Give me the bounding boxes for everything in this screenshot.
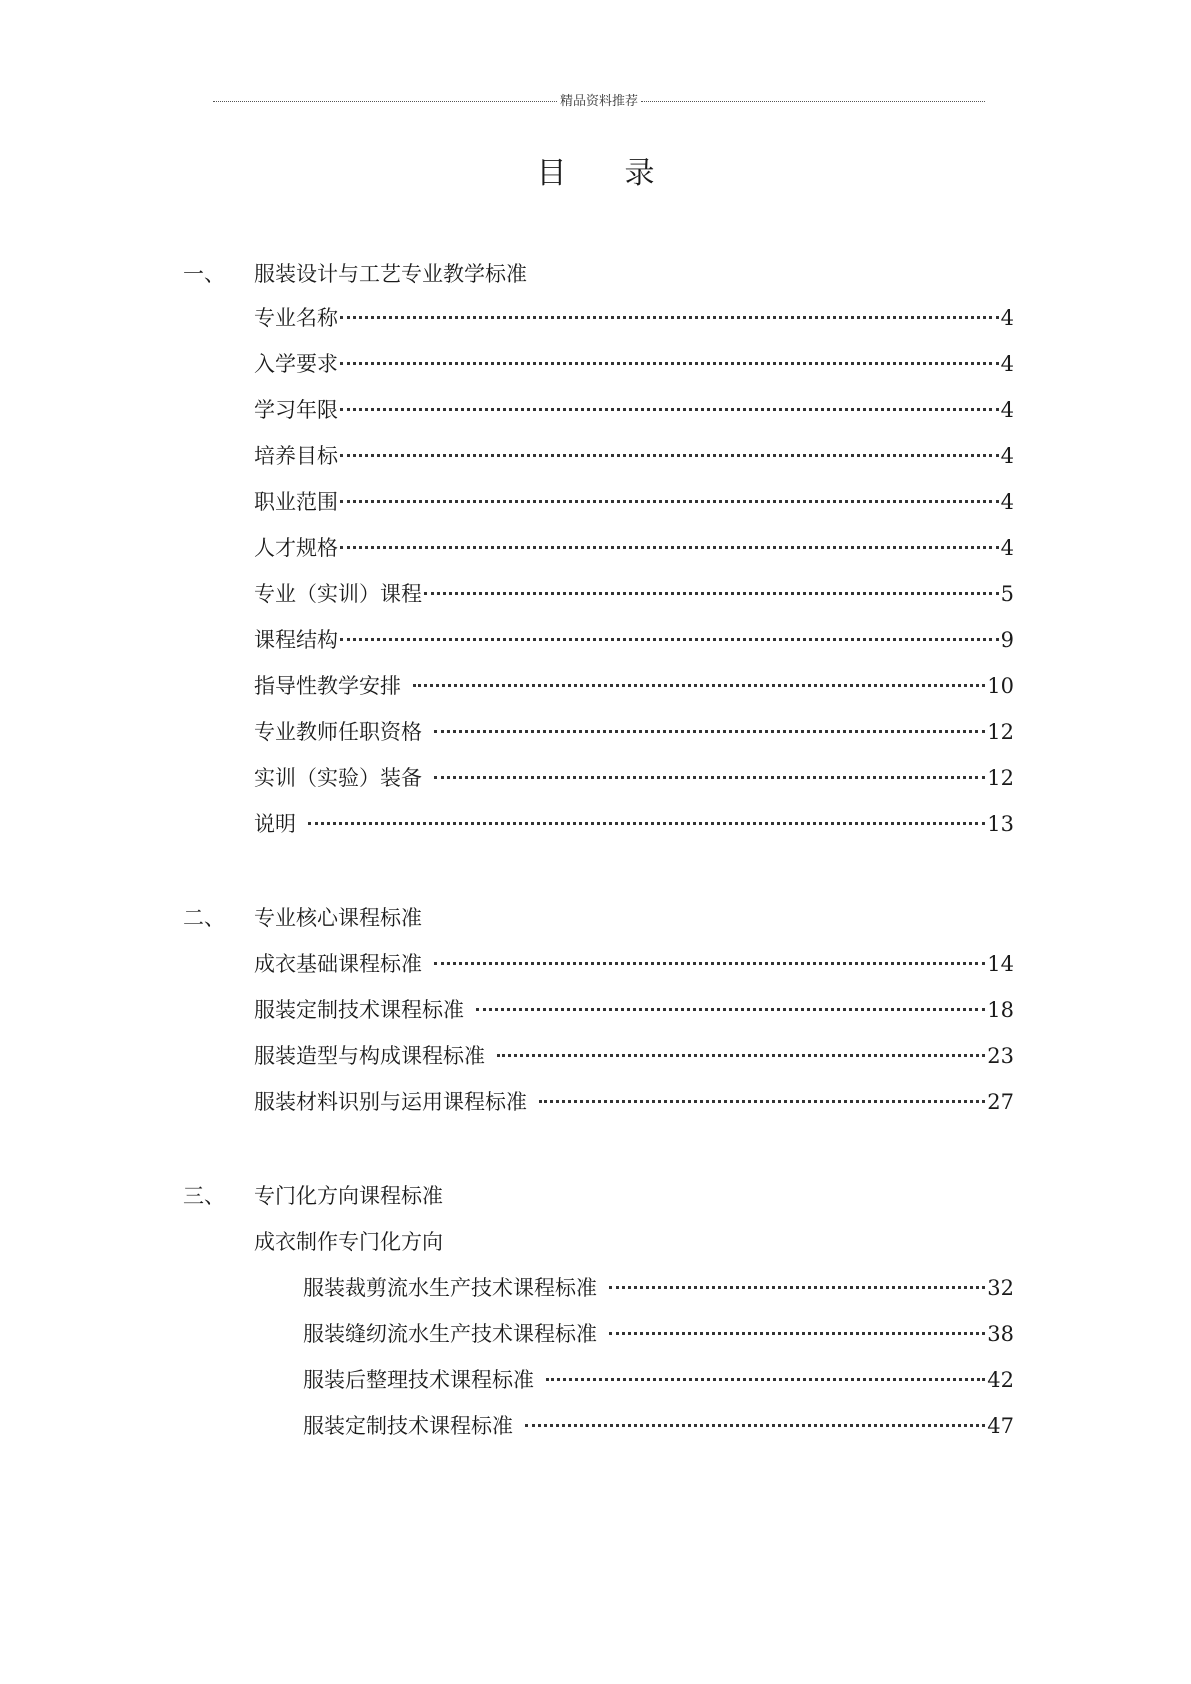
section-number: 二、 (183, 906, 225, 930)
dot-leader (340, 638, 999, 641)
toc-page-number: 10 (987, 674, 1014, 698)
dot-leader (340, 500, 999, 503)
toc-entry[interactable] (303, 1318, 1014, 1348)
toc-entry[interactable] (254, 486, 1014, 516)
toc-entry[interactable] (254, 348, 1014, 378)
section-heading (183, 1180, 443, 1210)
toc-entry[interactable] (254, 394, 1014, 424)
dot-leader (497, 1054, 985, 1057)
toc-page-number: 4 (1000, 490, 1014, 514)
dot-leader (308, 822, 985, 825)
toc-entry-label: 指导性教学安排 (254, 674, 401, 698)
toc-page-number: 13 (987, 812, 1014, 836)
toc-page-number: 4 (1000, 352, 1014, 376)
dot-leader (340, 454, 999, 457)
section-number: 一、 (183, 262, 225, 286)
dot-leader (424, 592, 999, 595)
toc-page-number: 9 (1000, 628, 1014, 652)
toc-entry-label: 服装造型与构成课程标准 (254, 1044, 485, 1068)
toc-entry[interactable] (254, 948, 1014, 978)
section-title: 服装设计与工艺专业教学标准 (254, 262, 527, 286)
toc-entry-label: 实训（实验）装备 (254, 766, 422, 790)
toc-entry[interactable] (254, 808, 1014, 838)
toc-entry-label: 课程结构 (254, 628, 338, 652)
toc-entry-label: 说明 (254, 812, 296, 836)
dot-leader (434, 730, 985, 733)
toc-page-number: 12 (987, 766, 1014, 790)
section-title: 专门化方向课程标准 (254, 1184, 443, 1208)
toc-entry[interactable] (254, 440, 1014, 470)
toc-page-number: 5 (1000, 582, 1014, 606)
section-title: 专业核心课程标准 (254, 906, 422, 930)
dot-leader (546, 1378, 985, 1381)
toc-entry-label: 职业范围 (254, 490, 338, 514)
toc-page-number: 38 (987, 1322, 1014, 1346)
toc-entry-label: 人才规格 (254, 536, 338, 560)
dot-leader (434, 776, 985, 779)
header-text: 精品资料推荐 (560, 94, 639, 109)
toc-entry-label: 服装材料识别与运用课程标准 (254, 1090, 527, 1114)
toc-entry[interactable] (254, 716, 1014, 746)
dot-leader (525, 1424, 985, 1427)
toc-subheading: 成衣制作专门化方向 (254, 1230, 443, 1254)
header-dots-right (641, 101, 985, 102)
toc-entry-label: 专业教师任职资格 (254, 720, 422, 744)
toc-entry[interactable] (254, 1040, 1014, 1070)
section-heading (183, 902, 422, 932)
toc-title (0, 148, 1191, 192)
toc-entry[interactable] (254, 762, 1014, 792)
toc-entry[interactable] (254, 670, 1014, 700)
dot-leader (609, 1332, 985, 1335)
toc-page-number: 4 (1000, 306, 1014, 330)
toc-page-number: 42 (987, 1368, 1014, 1392)
header-dots-left (213, 101, 557, 102)
toc-entry[interactable] (303, 1410, 1014, 1440)
dot-leader (340, 362, 999, 365)
toc-page-number: 18 (987, 998, 1014, 1022)
toc-entry-label: 服装定制技术课程标准 (303, 1414, 513, 1438)
toc-entry-label: 成衣基础课程标准 (254, 952, 422, 976)
dot-leader (539, 1100, 985, 1103)
toc-entry-label: 入学要求 (254, 352, 338, 376)
page-header (213, 90, 985, 109)
toc-entry[interactable] (254, 994, 1014, 1024)
toc-entry-label: 服装后整理技术课程标准 (303, 1368, 534, 1392)
toc-page-number: 4 (1000, 444, 1014, 468)
dot-leader (609, 1286, 985, 1289)
toc-entry[interactable] (254, 578, 1014, 608)
toc-entry-label: 专业名称 (254, 306, 338, 330)
section-number: 三、 (183, 1184, 225, 1208)
dot-leader (340, 316, 999, 319)
toc-page-number: 47 (987, 1414, 1014, 1438)
toc-page-number: 27 (987, 1090, 1014, 1114)
toc-entry[interactable] (254, 1086, 1014, 1116)
toc-page-number: 32 (987, 1276, 1014, 1300)
toc-entry[interactable] (254, 532, 1014, 562)
toc-title-char-1: 目 (536, 156, 567, 191)
toc-entry-label: 专业（实训）课程 (254, 582, 422, 606)
dot-leader (413, 684, 985, 687)
toc-page-number: 4 (1000, 536, 1014, 560)
toc-page-number: 4 (1000, 398, 1014, 422)
toc-entry-label: 服装裁剪流水生产技术课程标准 (303, 1276, 597, 1300)
toc-entry[interactable] (254, 302, 1014, 332)
toc-entry-label: 学习年限 (254, 398, 338, 422)
toc-page-number: 14 (987, 952, 1014, 976)
toc-entry[interactable] (303, 1364, 1014, 1394)
toc-page-number: 23 (987, 1044, 1014, 1068)
dot-leader (434, 962, 985, 965)
dot-leader (476, 1008, 985, 1011)
toc-page-number: 12 (987, 720, 1014, 744)
section-heading (183, 258, 527, 288)
toc-entry-label: 服装缝纫流水生产技术课程标准 (303, 1322, 597, 1346)
dot-leader (340, 408, 999, 411)
toc-entry[interactable] (254, 624, 1014, 654)
toc-title-char-2: 录 (624, 156, 655, 191)
toc-entry-label: 培养目标 (254, 444, 338, 468)
toc-entry[interactable] (303, 1272, 1014, 1302)
dot-leader (340, 546, 999, 549)
toc-entry-label: 服装定制技术课程标准 (254, 998, 464, 1022)
